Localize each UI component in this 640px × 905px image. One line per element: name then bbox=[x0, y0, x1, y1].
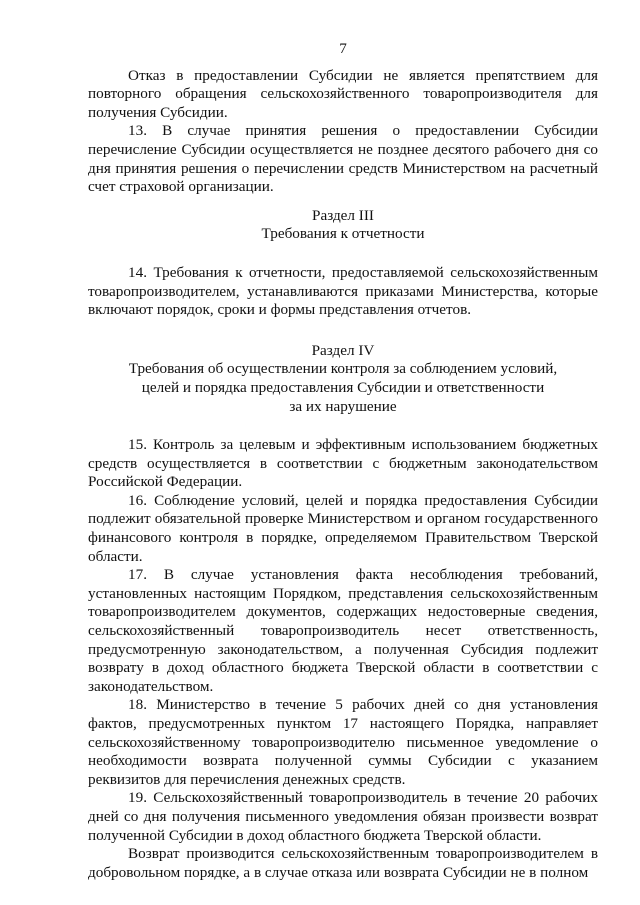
paragraph-return: Возврат производится сельскохозяйственным товаропроизводителем в добровольном порядке, а в случае отказа или возврата Субсидии не в полном bbox=[88, 845, 598, 881]
paragraph-15: 15. Контроль за целевым и эффективным использованием бюджетных средств осуществляется в соответствии с бюджетным законодательством Российской Федерации. bbox=[88, 436, 598, 491]
section-4-title-line: за их нарушение bbox=[289, 397, 397, 415]
section-4-title-line: целей и порядка предоставления Субсидии и ответственности bbox=[141, 378, 545, 396]
paragraph-refusal: Отказ в предоставлении Субсидии не является препятствием для повторного обращения сельскохозяйственного товаропроизводителя для получения Субсидии. bbox=[88, 66, 598, 121]
paragraph-14: 14. Требования к отчетности, предоставляемой сельскохозяйственным товаропроизводителем, устанавливаются приказами Министерства, которые включают порядок, сроки и формы представления отчетов. bbox=[88, 263, 598, 319]
paragraph-13: 13. В случае принятия решения о предоставлении Субсидии перечисление Субсидии осуществляется не позднее десятого рабочего дня со дня принятия решения о перечислении средств Министерством на расчетный счет страховой организации. bbox=[88, 122, 598, 196]
paragraph-19: 19. Сельскохозяйственный товаропроизводитель в течение 20 рабочих дней со дня получения письменного уведомления обязан произвести возврат полученной Субсидии в доход областного бюджета Тверской области. bbox=[88, 789, 598, 844]
section-4-title-line: Требования об осуществлении контроля за соблюдением условий, bbox=[128, 360, 558, 378]
section-3-title: Требования к отчетности bbox=[261, 225, 425, 243]
section-4-title bbox=[88, 360, 598, 416]
document-page bbox=[88, 40, 598, 882]
paragraph-17: 17. В случае установления факта несоблюдения требований, установленных настоящим Порядком, представления сельскохозяйственным товаропроизводителем документов, содержащих недостоверные сведения, сельскохозяйственный товаропроизводитель несет ответственность, предусмотренную законодательством, а полученная Субсидия подлежит возврату в доход областного бюджета Тверской области в соответствии с законодательством. bbox=[88, 566, 598, 695]
section-4-number: Раздел IV bbox=[311, 341, 375, 359]
section-3-number: Раздел III bbox=[312, 206, 374, 224]
paragraph-16: 16. Соблюдение условий, целей и порядка предоставления Субсидии подлежит обязательной проверке Министерством и органом государственного финансового контроля в порядке, определяемом Правительством Тверской области. bbox=[88, 491, 598, 565]
paragraph-18: 18. Министерство в течение 5 рабочих дней со дня установления фактов, предусмотренных пунктом 17 настоящего Порядка, направляет сельскохозяйственному товаропроизводителю письменное уведомление о необходимости возврата полученной суммы Субсидии с указанием реквизитов для перечисления денежных средств. bbox=[88, 696, 598, 788]
page-number: 7 bbox=[339, 40, 347, 57]
